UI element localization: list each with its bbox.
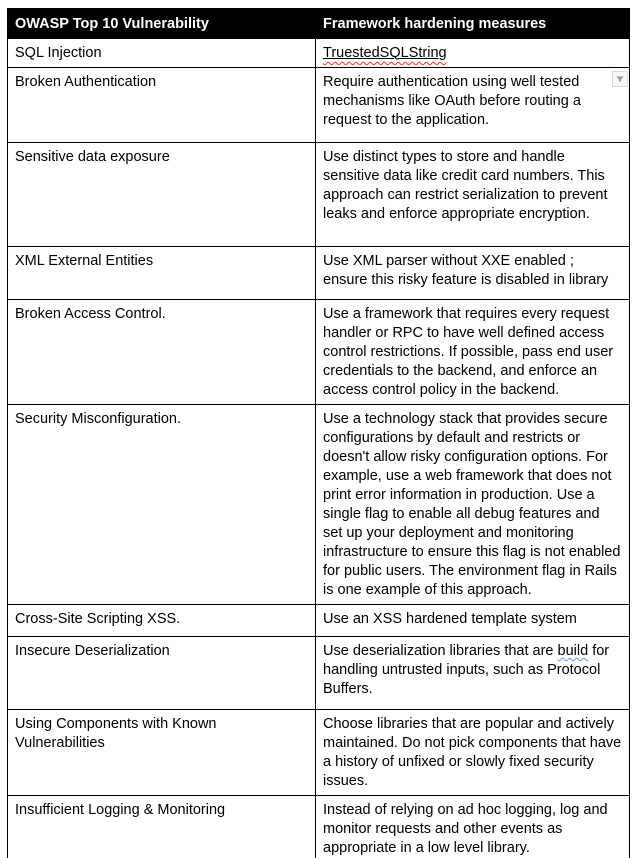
measure-cell[interactable]: Instead of relying on ad hoc logging, log and monitor requests and other events as appropriate in a low level library. <box>316 796 630 858</box>
vuln-cell[interactable]: Using Components with Known Vulnerabilities <box>8 710 316 796</box>
table-row <box>8 68 630 143</box>
header-cell-measures: Framework hardening measures <box>316 9 630 39</box>
vuln-cell[interactable]: Security Misconfiguration. <box>8 405 316 605</box>
vuln-cell[interactable]: Cross-Site Scripting XSS. <box>8 605 316 637</box>
dropdown-triangle-icon <box>615 74 625 84</box>
table-header-row <box>8 9 630 39</box>
grammar-flagged-word[interactable]: build <box>557 643 589 659</box>
measure-cell[interactable]: Require authentication using well tested mechanisms like OAuth before routing a request to the application. <box>316 68 630 143</box>
measure-cell[interactable]: Choose libraries that are popular and actively maintained. Do not pick components that have a history of unfixed or slowly fixed security issues. <box>316 710 630 796</box>
vuln-cell[interactable]: Broken Authentication <box>8 68 316 143</box>
table-row <box>8 300 630 405</box>
measure-text: Use deserialization libraries that are <box>323 643 558 659</box>
vuln-cell[interactable]: Sensitive data exposure <box>8 143 316 247</box>
misspelled-term[interactable]: TruestedSQLString <box>323 45 447 61</box>
table-row <box>8 247 630 300</box>
measure-cell[interactable]: Use a technology stack that provides secure configurations by default and restricts or doesn't allow risky configuration options. For example, use a web framework that does not print error information in production. Use a single flag to enable all debug features and set up your deployment and monitoring infrastructure to ensure this flag is not enabled for public users. The environment flag in Rails is one example of this approach. <box>316 405 630 605</box>
table-row <box>8 637 630 710</box>
table-row <box>8 143 630 247</box>
measure-cell[interactable]: Use distinct types to store and handle sensitive data like credit card numbers. This approach can restrict serialization to prevent leaks and enforce appropriate encryption. <box>316 143 630 247</box>
measure-cell[interactable] <box>316 637 630 710</box>
owasp-hardening-table <box>7 8 630 858</box>
measure-cell[interactable]: Use an XSS hardened template system <box>316 605 630 637</box>
header-cell-vulnerability: OWASP Top 10 Vulnerability <box>8 9 316 39</box>
measure-cell[interactable]: Use XML parser without XXE enabled ; ensure this risky feature is disabled in library <box>316 247 630 300</box>
vuln-cell[interactable]: Insecure Deserialization <box>8 637 316 710</box>
measure-text: for handling untrusted inputs, such as Protocol Buffers. <box>323 643 610 697</box>
vuln-cell[interactable]: SQL Injection <box>8 39 316 68</box>
vuln-cell[interactable]: Insufficient Logging & Monitoring <box>8 796 316 858</box>
table-row <box>8 405 630 605</box>
vuln-cell[interactable]: Broken Access Control. <box>8 300 316 405</box>
measure-cell[interactable] <box>316 39 630 68</box>
vuln-cell[interactable]: XML External Entities <box>8 247 316 300</box>
measure-cell[interactable]: Use a framework that requires every request handler or RPC to have well defined access control restrictions. If possible, pass end user credentials to the backend, and enforce an access control policy in the backend. <box>316 300 630 405</box>
table-row <box>8 605 630 637</box>
table-row <box>8 39 630 68</box>
table-row <box>8 710 630 796</box>
collapsed-dropdown-button[interactable] <box>612 71 628 87</box>
table-row <box>8 796 630 858</box>
